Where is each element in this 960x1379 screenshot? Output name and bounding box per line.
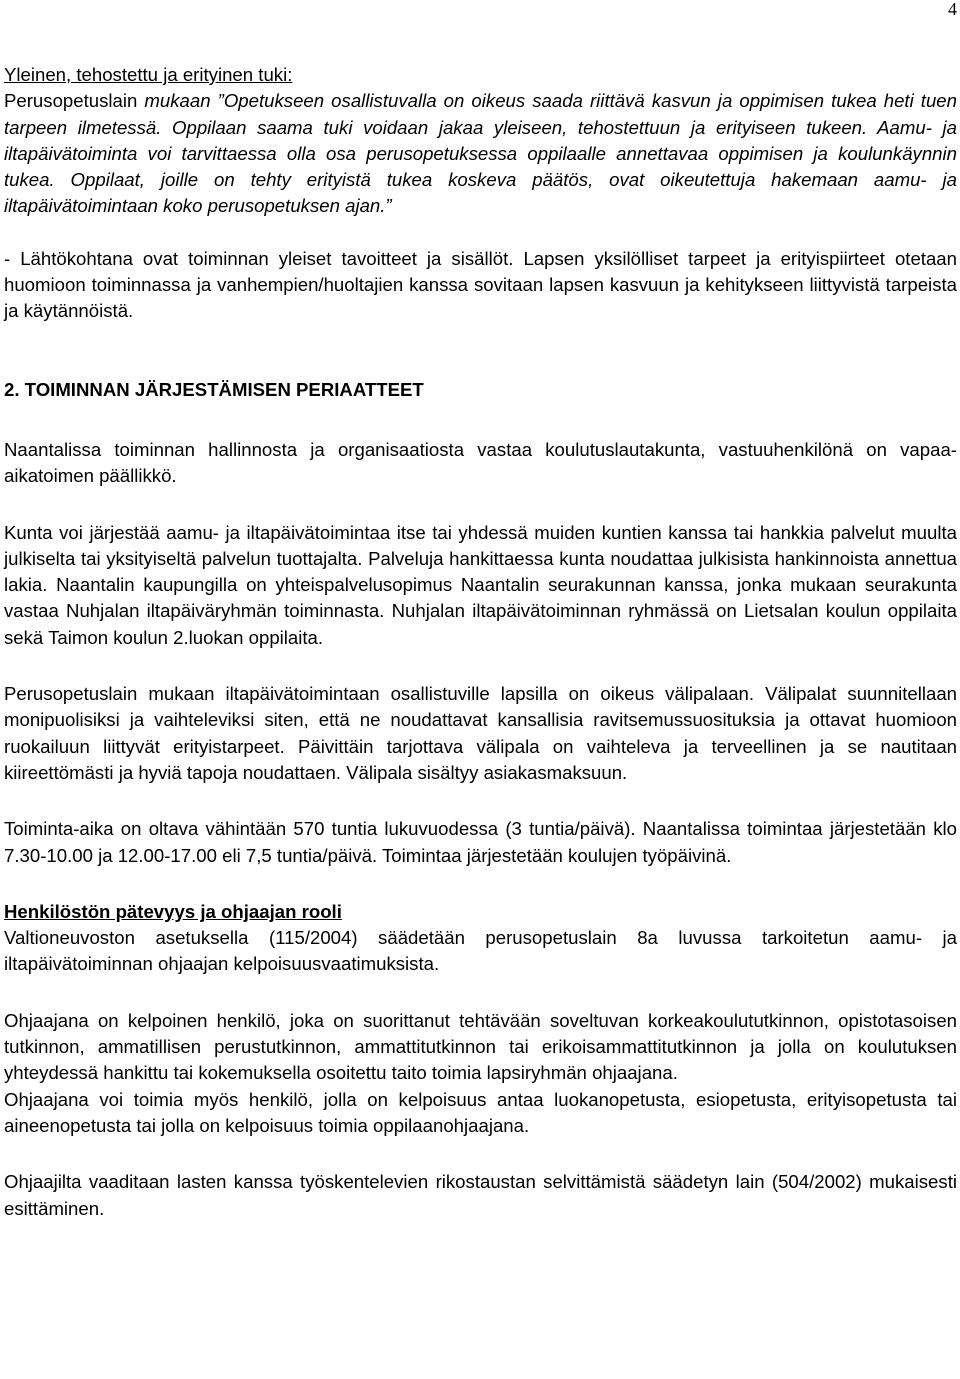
alt-qualification-paragraph: Ohjaajana voi toimia myös henkilö, jolla on kelpoisuus antaa luokanopetusta, esiopetusta, erityisopetusta tai aineenopetusta tai jolla on kelpoisuus toimia oppilaanohjaajana. bbox=[4, 1088, 957, 1136]
section-2-heading: 2. TOIMINNAN JÄRJESTÄMISEN PERIAATTEET bbox=[4, 378, 424, 400]
support-paragraph bbox=[4, 88, 957, 219]
document-body bbox=[4, 62, 957, 1222]
starting-points-paragraph: - Lähtökohtana ovat toiminnan yleiset tavoitteet ja sisällöt. Lapsen yksilölliset tarpeet ja erityispiirteet otetaan huomioon toiminnassa ja vanhempien/huoltajien kanssa sovitaan lapsen kasvuun ja kehitykseen liittyvistä tarpeista ja käytännöistä. bbox=[4, 247, 957, 322]
criminal-record-paragraph: Ohjaajilta vaaditaan lasten kanssa työskentelevien rikostaustan selvittämistä säädetyn lain (504/2002) mukaisesti esittäminen. bbox=[4, 1171, 957, 1219]
law-quote: mukaan ”Opetukseen osallistuvalla on oikeus saada riittävä kasvun ja oppimisen tukea heti tuen tarpeen ilmetessä. Oppilaan saama tuki voidaan jakaa yleiseen, tehostettuun ja erityiseen tukeen. Aamu- ja iltapäivätoiminta voi tarvittaessa olla osa perusopetuksessa oppilaalle annettavaa oppimisen ja koulunkäynnin tukea. Oppilaat, joille on tehty erityistä tukea koskeva päätös, ovat oikeutettuja hakemaan aamu- ja iltapäivätoimintaan koko perusopetuksen ajan.” bbox=[4, 90, 957, 217]
operating-hours-paragraph: Toiminta-aika on oltava vähintään 570 tuntia lukuvuodessa (3 tuntia/päivä). Naantalissa toimintaa järjestetään klo 7.30-10.00 ja 12.00-17.00 eli 7,5 tuntia/päivä. Toimintaa järjestetään koulujen työpäivinä. bbox=[4, 818, 957, 866]
page-number: 4 bbox=[948, 0, 957, 19]
snack-paragraph: Perusopetuslain mukaan iltapäivätoimintaan osallistuville lapsilla on oikeus välipalaan. Välipalat suunnitellaan monipuolisiksi ja vaihteleviksi siten, että ne noudattavat kansallisia ravitsemussuosituksia ja ottavat huomioon ruokailuun liittyvät erityistarpeet. Päivittäin tarjottava välipala on vaihteleva ja terveellinen ja se nautitaan kiireettömästi ja hyviä tapoja noudattaen. Välipala sisältyy asiakasmaksuun. bbox=[4, 683, 957, 783]
staff-regulation-paragraph: Valtioneuvoston asetuksella (115/2004) säädetään perusopetuslain 8a luvussa tarkoitetun aamu- ja iltapäivätoiminnan ohjaajan kelpoisuusvaatimuksista. bbox=[4, 927, 957, 975]
support-intro: Perusopetuslain bbox=[4, 90, 145, 112]
support-heading: Yleinen, tehostettu ja erityinen tuki: bbox=[4, 64, 293, 85]
organizing-paragraph: Kunta voi järjestää aamu- ja iltapäivätoimintaa itse tai yhdessä muiden kuntien kanssa tai hankkia palvelut muulta julkiselta tai yksityiseltä palvelun tuottajalta. Palveluja hankittaessa kunta noudattaa julkisista hankinnoista annettua lakia. Naantalin kaupungilla on yhteispalvelusopimus Naantalin seurakunnan kanssa, jonka mukaan seurakunta vastaa Nuhjalan iltapäiväryhmän toiminnasta. Nuhjalan iltapäivätoiminnan ryhmässä on Lietsalan koulun oppilaita sekä Taimon koulun 2.luokan oppilaita. bbox=[4, 521, 957, 648]
admin-paragraph: Naantalissa toiminnan hallinnosta ja organisaatiosta vastaa koulutuslautakunta, vastuuhenkilönä on vapaa-aikatoimen päällikkö. bbox=[4, 438, 957, 487]
staff-heading: Henkilöstön pätevyys ja ohjaajan rooli bbox=[4, 900, 342, 922]
qualification-paragraph: Ohjaajana on kelpoinen henkilö, joka on suorittanut tehtävään soveltuvan korkeakoulututkinnon, opistotasoisen tutkinnon, ammatillisen perustutkinnon, ammattitutkinnon tai erikoisammattitutkinnon ja jolla on koulutuksen yhteydessä hankittu tai kokemuksella osoitettu taito toimia lapsiryhmän ohjaajana. bbox=[4, 1009, 957, 1084]
